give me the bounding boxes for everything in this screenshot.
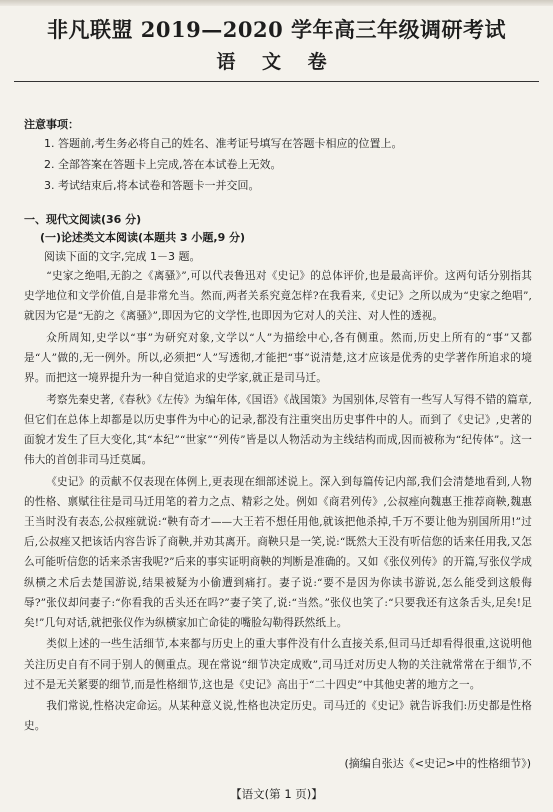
exam-title: 非凡联盟 2019—2020 学年高三年级调研考试 (46, 17, 506, 42)
reading-passage (24, 266, 532, 738)
reading-instruction: 阅读下面的文字,完成 1－3 题。 (44, 250, 201, 263)
passage-paragraph-4: 《史记》的贡献不仅表现在体例上,更表现在细部述说上。深入到每篇传记内部,我们会清楚地看到,人物的性格、禀赋往往是司马迁用笔的着力之点、精彩之处。例如《商君列传》,公叔痤向魏惠王推荐商鞅,魏惠王当时没有表态,公叔痤就说:“鞅有奇才——大王若不想任用他,就该把他杀掉,千万不要让他为别国所用!”过后,公叔痤又把该话内容告诉了商鞅,并劝其离开。商鞅只是一笑,说:“既然大王没有听信您的话来任用我,又怎么可能听信您的话来杀害我呢?”后来的事实证明商鞅的判断是准确的。又如《张仪列传》的开篇,写张仪学成纵横之术后去楚国游说,结果被疑为小偷遭到痛打。妻子说:“要不是因为你读书游说,怎么能受到这般侮辱?”张仪却问妻子:“你看我的舌头还在吗?”妻子笑了,说:“当然。”张仪也笑了:“只要我还有这条舌头,足矣!足矣!”几句对话,就把张仪作为纵横家加亡命徒的嘴脸勾勒得跃然纸上。 (24, 475, 532, 630)
passage-paragraph-2: 众所周知,史学以“事”为研究对象,文学以“人”为描绘中心,各有侧重。然而,历史上所有的“事”又都是“人”做的,无一例外。所以,必须把“人”写透彻,才能把“事”说清楚,这才应该是优秀的史学著作所追求的境界。而把这一境界提升为一种自觉追求的史学家,就正是司马迁。 (24, 331, 532, 385)
note-item-2: 2. 全部答案在答题卡上完成,答在本试卷上无效。 (44, 158, 282, 171)
passage-paragraph-6: 我们常说,性格决定命运。从某种意义说,性格也决定历史。司马迁的《史记》就告诉我们:历史都是性格史。 (24, 700, 532, 733)
source-credit: (摘编自张达《<史记>中的性格细节》) (344, 757, 531, 770)
passage-paragraph-3: 考察先秦史著,《春秋》《左传》为编年体,《国语》《战国策》为国别体,尽管有一些写人写得不错的篇章,但它们在总体上却都是以历史事件为中心的记录,都没有注重突出历史事件中的人。而到了《史记》,史著的面貌才发生了巨大变化,其“本纪”“世家”“列传”皆是以人物活动为主线结构而成,因而被称为“纪传体”。这一伟大的首创非司马迁莫属。 (24, 393, 532, 467)
passage-paragraph-5: 类似上述的一些生活细节,本来都与历史上的重大事件没有什么直接关系,但司马迁却看得很重,这说明他关注历史自有不同于别人的侧重点。现在常说“细节决定成败”,司马迁对历史人物的关注就常常在于细节,不过不是无关紧要的细节,而是性格细节,这也是《史记》高出于“二十四史”中其他史著的地方之一。 (24, 638, 532, 691)
note-item-1: 1. 答题前,考生务必将自己的姓名、准考证号填写在答题卡相应的位置上。 (44, 137, 403, 150)
section-title: 一、现代文阅读(36 分) (24, 213, 142, 226)
header-divider (14, 81, 539, 82)
passage-paragraph-1: “史家之绝唱,无韵之《离骚》”,可以代表鲁迅对《史记》的总体评价,也是最高评价。这两句话分别指其史学地位和文学价值,自是非常允当。然而,两者关系究竟怎样?在我看来,《史记》之所以成为“史家之绝唱”,就因为它是“无韵之《离骚》”,即因为它的文学性,也即因为它对人的关注、对人性的透视。 (24, 270, 532, 323)
notes-heading: 注意事项： (24, 118, 79, 131)
subject-title: 语 文 卷 (216, 51, 337, 73)
subsection-title: (一)论述类文本阅读(本题共 3 小题,9 分) (40, 231, 246, 244)
note-item-3: 3. 考试结束后,将本试卷和答题卡一并交回。 (44, 179, 260, 192)
page-footer: 【语文(第 1 页)】 (230, 787, 323, 801)
scan-edge (0, 0, 553, 6)
